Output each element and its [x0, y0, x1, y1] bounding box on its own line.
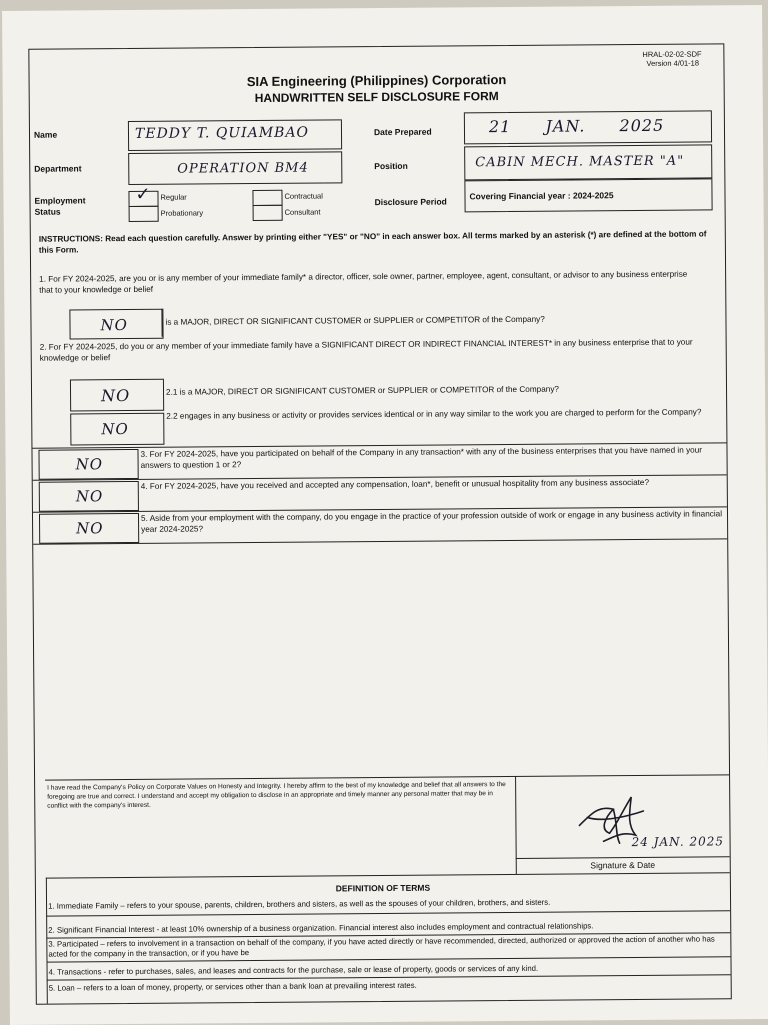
question-2-1-answer: NO [100, 386, 131, 406]
question-3-answer-box[interactable] [38, 449, 138, 480]
question-5-answer-box[interactable] [39, 513, 139, 544]
probationary-label: Probationary [160, 208, 204, 218]
definition-3: 3. Participated – refers to involvement in a transaction on behalf of the company, if you have acted directly or have recommended, directed, authorized or approved the action of another who has acted for the company in the transaction, or if you have be [48, 934, 715, 959]
position-field [464, 144, 712, 180]
company-name: SIA Engineering (Philippines) Corporation [246, 72, 507, 90]
regular-checkbox[interactable] [128, 183, 158, 207]
consultant-label: Consultant [284, 207, 321, 217]
form-sheet [2, 5, 768, 1025]
form-frame [28, 43, 731, 1004]
department-label: Department [34, 163, 82, 174]
question-2-2-answer-box[interactable] [70, 413, 164, 446]
name-field [128, 119, 342, 151]
consultant-checkbox[interactable] [253, 205, 283, 221]
question-1-subtext: is a MAJOR, DIRECT OR SIGNIFICANT CUSTOMER or SUPPLIER or COMPETITOR of the Company? [165, 314, 545, 327]
probationary-checkbox[interactable] [129, 206, 159, 222]
contractual-checkbox[interactable] [252, 190, 282, 206]
department-value: OPERATION BM4 [177, 160, 309, 177]
question-2-1-answer-box[interactable] [70, 379, 164, 412]
form-version: Version 4/01-18 [646, 58, 700, 68]
form-title: HANDWRITTEN SELF DISCLOSURE FORM [254, 89, 499, 106]
question-3-text: 3. For FY 2024-2025, have you participated on behalf of the Company in any transaction* with any of the business enterprises that you have named in your answers to question 1 or 2? [140, 445, 703, 470]
definition-1: 1. Immediate Family – refers to your spouse, parents, children, brothers and sisters, as well as the spouses of your children, brothers, and sisters. [48, 897, 551, 911]
date-prepared-label: Date Prepared [373, 126, 432, 138]
signature-date: 24 JAN. 2025 [631, 834, 725, 850]
disclosure-period-field [464, 178, 712, 212]
position-value: CABIN MECH. MASTER "A" [475, 153, 685, 171]
position-label: Position [374, 160, 408, 172]
affirmation-text: I have read the Company's Policy on Corporate Values on Honesty and Integrity. I hereby affirm to the best of my knowledge and belief that all answers to the foregoing are true and correct. I understand and accept my obligation to disclose in an appropriate and timely manner any personal matter that may be in conflict with the company's interest. [47, 781, 506, 810]
question-4-answer-box[interactable] [39, 481, 139, 512]
definition-4: 4. Transactions - refer to purchases, sales, and leases and contracts for the purchase, sale or lease of property, goods or services of any kind. [48, 963, 539, 977]
name-label: Name [33, 129, 58, 140]
department-field [128, 151, 342, 185]
definition-5: 5. Loan – refers to a loan of money, property, or services other than a bank loan at prevailing interest rates. [48, 980, 417, 993]
date-prepared-field [464, 110, 712, 144]
question-2-2-answer: NO [101, 420, 129, 439]
name-value: TEDDY T. QUIAMBAO [134, 124, 310, 142]
question-2-2-subtext: 2.2 engages in any business or activity or provides services identical or in any way similar to the work you are charged to perform for the Company? [166, 407, 702, 421]
disclosure-period-label: Disclosure Period [374, 196, 447, 208]
status-label: Status [34, 206, 61, 217]
form-code: HRAL-02-02-SDF [642, 49, 702, 59]
instructions-text: INSTRUCTIONS: Read each question carefully. Answer by printing either "YES" or "NO" in each answer box. All terms marked by an asterisk (*) are defined at the bottom of this Form. [38, 229, 707, 255]
definitions-title: DEFINITION OF TERMS [335, 882, 431, 894]
date-prepared-value: 21 JAN. 2025 [488, 115, 665, 137]
question-2-text: 2. For FY 2024-2025, do you or any member of your immediate family have a SIGNIFICANT DIRECT OR INDIRECT FINANCIAL INTEREST* in any business enterprise that to your knowledge or belief [39, 337, 693, 363]
signature-label: Signature & Date [590, 859, 656, 871]
question-3-answer: NO [75, 455, 104, 474]
question-4-text: 4. For FY 2024-2025, have you received and accepted any compensation, loan*, benefit or unusual hospitality from any business associate? [140, 477, 650, 491]
disclosure-period-value: Covering Financial year : 2024-2025 [469, 190, 614, 202]
regular-check-mark: ✓ [135, 183, 152, 205]
employment-label: Employment [34, 195, 86, 206]
question-5-answer: NO [76, 519, 104, 538]
question-2-1-subtext: 2.1 is a MAJOR, DIRECT OR SIGNIFICANT CUSTOMER or SUPPLIER or COMPETITOR of the Company? [165, 384, 560, 397]
question-1-answer: NO [100, 316, 129, 335]
question-1-answer-box[interactable] [69, 309, 163, 340]
contractual-label: Contractual [284, 191, 323, 201]
question-5-text: 5. Aside from your employment with the company, do you engage in the practice of your profession outside of work or engage in any business activity in financial year 2024-2025? [140, 509, 723, 534]
definition-2: 2. Significant Financial Interest - at least 10% ownership of a business organization. Financial interest also includes employment and contractual relationships. [48, 921, 594, 935]
question-1-text: 1. For FY 2024-2025, are you or is any member of your immediate family* a director, officer, sole owner, partner, employee, agent, consultant, or advisor to any business enterprise that to your knowledge or belief [39, 269, 688, 295]
question-4-answer: NO [75, 487, 104, 506]
regular-label: Regular [160, 192, 187, 202]
